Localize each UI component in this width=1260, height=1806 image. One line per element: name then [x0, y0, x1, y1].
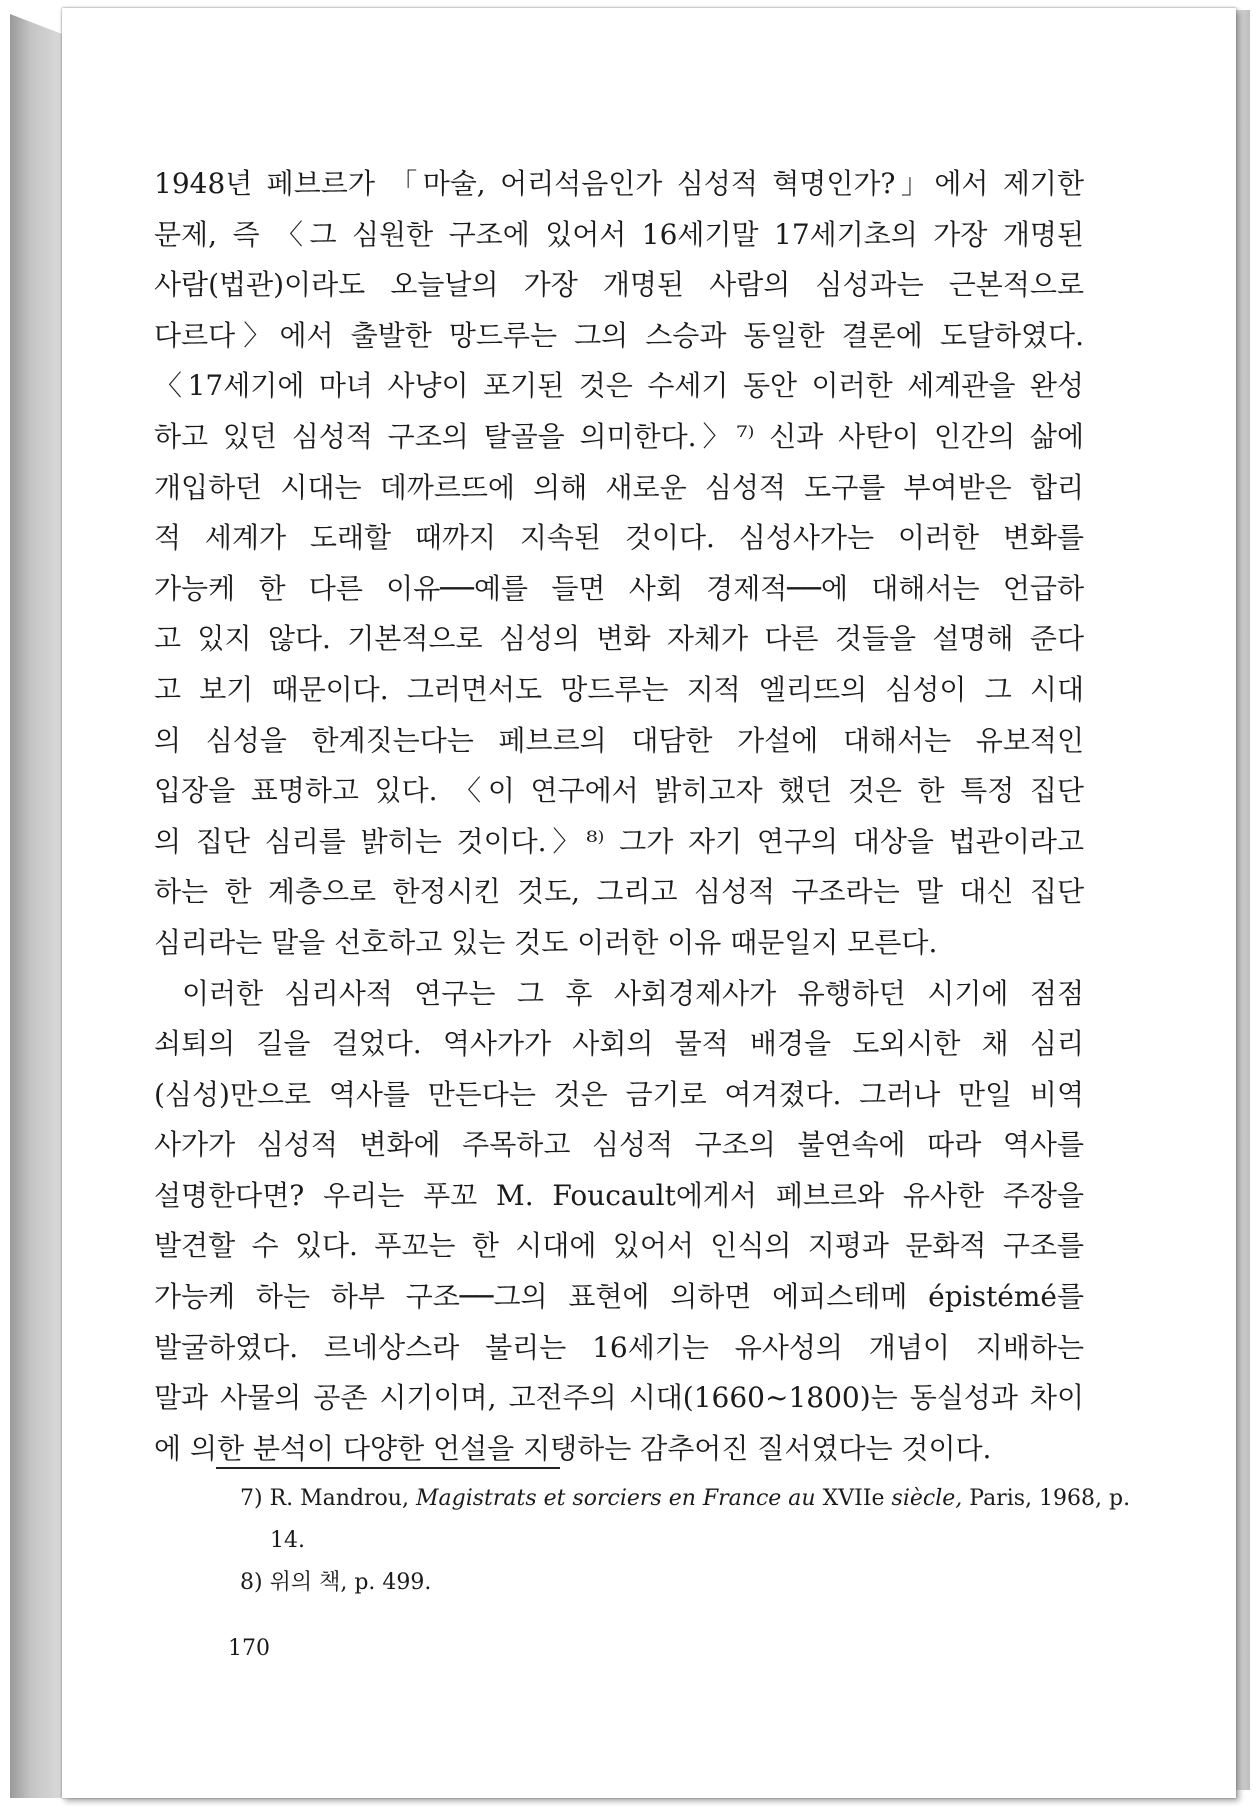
text-line: (심성)만으로 역사를 만든다는 것은 금기로 여겨졌다. 그러나 만일 비역: [154, 1077, 1084, 1111]
text-line: 가능케 하는 하부 구조──그의 표현에 의하면 에피스테메 épistémé를: [154, 1280, 1084, 1314]
text-line: 〈17세기에 마녀 사냥이 포기된 것은 수세기 동안 이러한 세계관을 완성: [154, 369, 1084, 403]
text-line: 입장을 표명하고 있다. 〈이 연구에서 밝히고자 했던 것은 한 특정 집단: [154, 774, 1084, 808]
footnote-rule: [216, 1467, 560, 1469]
footnote-7-siecle: siècle,: [891, 1486, 963, 1511]
footnote-7-rest: Paris, 1968, p.: [969, 1486, 1131, 1511]
text-line: 하는 한 계층으로 한정시킨 것도, 그리고 심성적 구조라는 말 대신 집단: [154, 875, 1084, 909]
body-text: [154, 159, 1084, 1474]
text-line: 하고 있던 심성적 구조의 탈골을 의미한다.〉⁷⁾ 신과 사탄이 인간의 삶에: [154, 419, 1084, 453]
text-line: 쇠퇴의 길을 걸었다. 역사가가 사회의 물적 배경을 도외시한 채 심리: [154, 1027, 1084, 1061]
text-line: 의 심성을 한계짓는다는 페브르의 대담한 가설에 대해서는 유보적인: [154, 723, 1084, 757]
text-line: 가능케 한 다른 이유──예를 들면 사회 경제적──에 대해서는 언급하: [154, 571, 1084, 605]
footnote-8-text: 위의 책, p. 499.: [269, 1570, 432, 1595]
footnote-7-number: 7): [240, 1486, 263, 1511]
text-line: 발견할 수 있다. 푸꼬는 한 시대에 있어서 인식의 지평과 문화적 구조를: [154, 1229, 1084, 1263]
text-line: 고 있지 않다. 기본적으로 심성의 변화 자체가 다른 것들을 설명해 준다: [154, 622, 1084, 656]
footnote-7-author: R. Mandrou,: [269, 1486, 409, 1511]
text-line: 적 세계가 도래할 때까지 지속된 것이다. 심성사가는 이러한 변화를: [154, 521, 1084, 555]
text-line: 이러한 심리사적 연구는 그 후 사회경제사가 유행하던 시기에 점점: [182, 976, 1084, 1010]
footnote-7-title: Magistrats et sorciers en France au: [415, 1486, 816, 1511]
text-line: 고 보기 때문이다. 그러면서도 망드루는 지적 엘리뜨의 심성이 그 시대: [154, 672, 1084, 706]
text-line: 말과 사물의 공존 시기이며, 고전주의 시대(1660~1800)는 동실성과 차이: [154, 1381, 1084, 1415]
footnote-7-century: XVIIe: [822, 1486, 885, 1511]
text-line: 다르다〉에서 출발한 망드루는 그의 스승과 동일한 결론에 도달하였다.: [154, 318, 1084, 352]
footnotes: [240, 1478, 1131, 1604]
page-stack-right-edge: [1234, 10, 1250, 1790]
footnote-8-number: 8): [240, 1570, 263, 1595]
footnote-7: [240, 1478, 1131, 1520]
text-line: 1948년 페브르가 「마술, 어리석음인가 심성적 혁명인가?」에서 제기한: [154, 167, 1084, 200]
footnote-7-continuation: 14.: [270, 1528, 305, 1553]
text-line: 사람(법관)이라도 오늘날의 가장 개명된 사람의 심성과는 근본적으로: [154, 268, 1084, 302]
text-line: 에 의한 분석이 다양한 언설을 지탱하는 감추어진 질서였다는 것이다.: [154, 1431, 992, 1465]
text-line: 설명한다면? 우리는 푸꼬 M. Foucault에게서 페브르와 유사한 주장을: [154, 1178, 1084, 1212]
text-line: 발굴하였다. 르네상스라 불리는 16세기는 유사성의 개념이 지배하는: [154, 1330, 1084, 1364]
text-line: 의 집단 심리를 밝히는 것이다.〉⁸⁾ 그가 자기 연구의 대상을 법관이라고: [154, 824, 1084, 858]
text-line: 문제, 즉 〈그 심원한 구조에 있어서 16세기말 17세기초의 가장 개명된: [154, 217, 1084, 251]
footnote-8: [240, 1562, 1084, 1604]
page-stack-left-edge: [10, 14, 62, 1798]
text-line: 개입하던 시대는 데까르뜨에 의해 새로운 심성적 도구를 부여받은 합리: [154, 470, 1084, 504]
page-number: 170: [228, 1636, 270, 1661]
text-line: 심리라는 말을 선호하고 있는 것도 이러한 이유 때문일지 모른다.: [154, 925, 938, 959]
text-line: 사가가 심성적 변화에 주목하고 심성적 구조의 불연속에 따라 역사를: [154, 1128, 1084, 1162]
